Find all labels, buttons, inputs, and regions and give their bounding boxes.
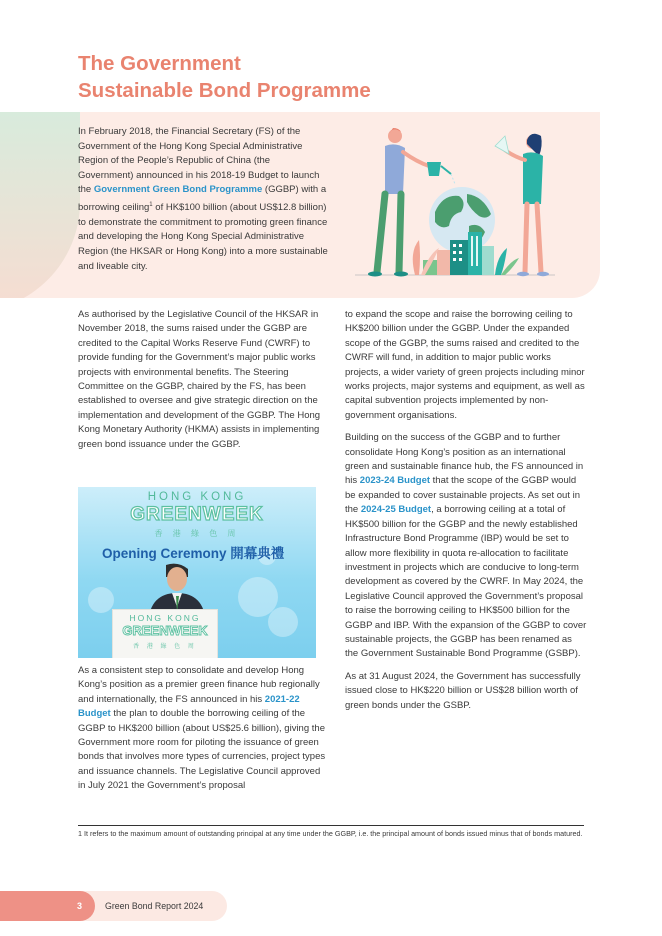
footnote-divider	[78, 825, 584, 826]
paragraph-sustainable-projects	[345, 431, 587, 662]
watering-can-icon	[427, 162, 455, 184]
banner-hong-kong: HONG KONG	[147, 491, 247, 503]
page-title	[78, 50, 478, 104]
text-span: Building on the success of the GGBP and to further consolidate Hong Kong’s position as an international green and sustainable finance hub, the FS announced in his	[345, 432, 584, 487]
banner-opening-ceremony: Opening Ceremony 開幕典禮	[102, 546, 285, 561]
green-city-illustration	[355, 122, 560, 282]
banner-chinese: 香 港 綠 色 周	[154, 529, 240, 538]
text-span: the plan to double the borrowing ceiling of the GGBP to HK$200 billion (about US$25.6 billion), giving the Government more room for piloting the issuance of green bonds that involves more types of currencies, project types and issuance channels. The Legislative Council approved in July 2021 the Government’s proposal	[78, 708, 326, 792]
podium	[112, 609, 218, 658]
footnote-ref: 1	[149, 201, 153, 208]
opening-ceremony-photo	[78, 487, 316, 658]
podium-chinese: 香 港 綠 色 周	[133, 644, 197, 650]
intro-paragraph	[78, 125, 328, 274]
paragraph-2021-budget	[78, 664, 330, 794]
podium-hong-kong: HONG KONG	[129, 613, 201, 623]
paragraph-cwrf: As authorised by the Legislative Council of the HKSAR in November 2018, the sums raised under the GGBP are credited to the Capital Works Reserve Fund (CWRF) to provide funding for the Government’s major public works projects with environmental benefits. The Steering Committee on the GGBP, chaired by the FS, has been established to oversee and give strategic direction on the implementation and development of the GGBP. The Hong Kong Monetary Authority (HKMA) assists in implementing green bond issuance under the GGBP.	[78, 309, 321, 450]
intro-text-3: of HK$100 billion (about US$12.8 billion) to demonstrate the commitment to promoting green finance and developing the Hong Kong Special Administrative Region (the HKSAR or Hong Kong) into a more sustainable and liveable city.	[78, 202, 328, 272]
page-number: 3	[0, 891, 95, 921]
text-span: , a borrowing ceiling at a total of HK$500 billion for the GGBP and the newly established Infrastructure Bond Programme (IBP) would be set to allow more flexibility in quota re-allocation to facilitate investment in projects which are conducive to long-term development as covered by the CWRF. In May 2024, the Legislative Council approved the Government’s proposal to raise the borrowing ceiling to HK$500 billion for the GGBP and IBP. With the expansion of the GGBP to cover sustainable projects, the GGBP has been renamed as the Government Sustainable Bond Programme (GSBP).	[345, 504, 587, 660]
decorative-mint-shape	[0, 112, 80, 298]
intro-text-1: In February 2018, the Financial Secretary (FS) of the Government of the Hong Kong Special Administrative Region of the People’s Republic of China (the Government) announced in his 2018-19 Budget to launch the	[78, 126, 320, 196]
podium-greenweek: GREENWEEK	[122, 623, 208, 638]
left-column-bottom	[78, 664, 330, 802]
paragraph-expanded-scope: to expand the scope and raise the borrowing ceiling to HK$200 billion under the GGBP. Under the expanded scope of the GGBP, the sums raised and credited to the CWRF will fund, in addition to major public works projects, a wider variety of green projects including minor works projects, major systems and equipment, as well as capital subvention projects implemented by non-government organisations.	[345, 309, 585, 421]
text-span: that the scope of the GGBP would be expanded to cover sustainable projects. As set out in the	[345, 475, 581, 516]
intro-text-2: (GGBP) with a borrowing ceiling	[78, 184, 327, 214]
footer-report-title: Green Bond Report 2024	[105, 901, 204, 911]
link-2024-25-budget[interactable]: 2024-25 Budget	[360, 504, 432, 516]
banner-greenweek: GREENWEEK	[130, 504, 264, 525]
footnote-text: It refers to the maximum amount of outstanding principal at any time under the GGBP, i.e. the principal amount of bonds issued minus that of bonds matured.	[84, 829, 583, 838]
paragraph-issued-amount: As at 31 August 2024, the Government has successfully issued close to HK$220 billion or US$28 billion worth of green bonds under the GSBP.	[345, 670, 581, 711]
left-column-top	[78, 308, 330, 460]
page-title-line-1: The Government	[78, 52, 241, 75]
woman-figure-icon	[505, 134, 549, 276]
right-column	[345, 308, 587, 721]
footnote	[78, 829, 584, 840]
footnote-number: 1	[78, 829, 82, 838]
ggbp-highlight: Government Green Bond Programme	[93, 184, 263, 196]
paper-sail-icon	[495, 136, 509, 154]
link-2021-22-budget[interactable]: 2021-22 Budget	[78, 693, 300, 720]
page-title-line-2: Sustainable Bond Programme	[78, 79, 371, 102]
text-span: As a consistent step to consolidate and develop Hong Kong’s position as a premier green finance hub regionally and internationally, the FS announced in his	[78, 665, 320, 705]
link-2023-24-budget[interactable]: 2023-24 Budget	[359, 475, 431, 487]
